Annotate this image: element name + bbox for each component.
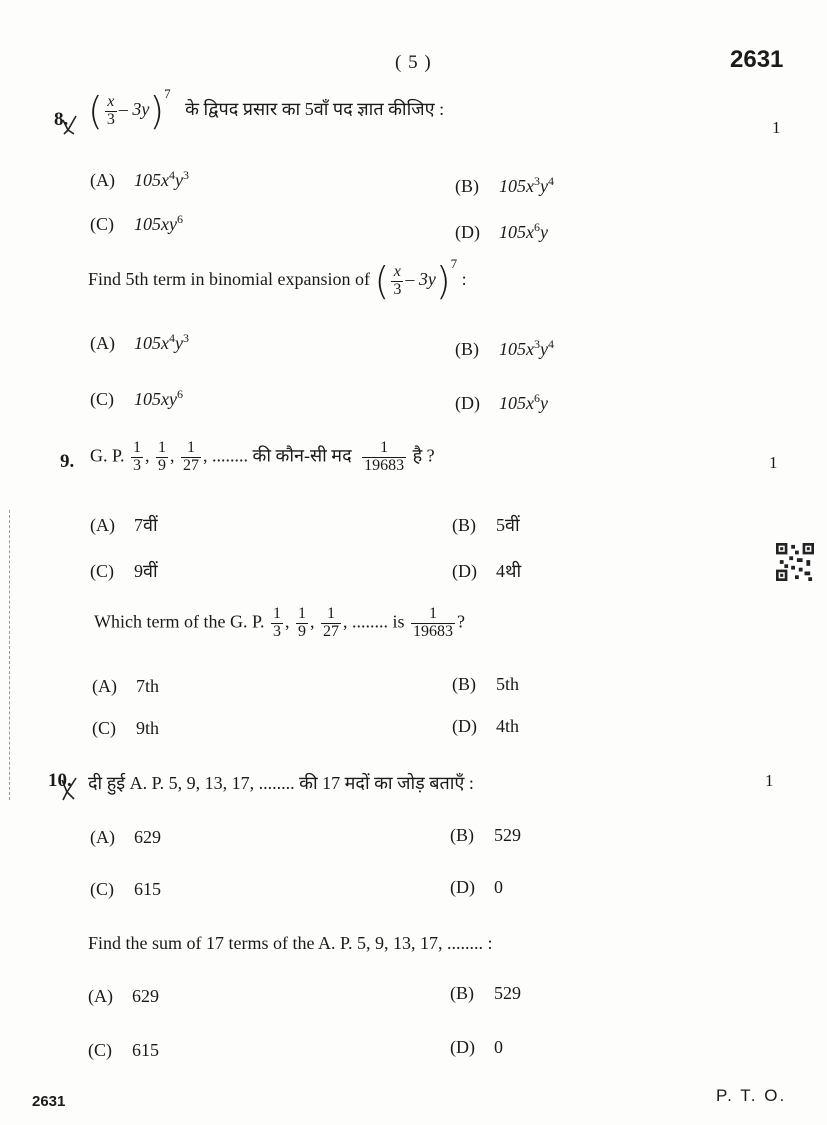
q8-option-b-en[interactable]: (B) $105x^3y^4$ <box>455 337 554 359</box>
question-9-marks: 1 <box>769 453 778 472</box>
qr-code-icon <box>776 543 814 581</box>
question-number: 10. <box>48 770 72 791</box>
q8-option-c[interactable]: (C) $105xy^6$ <box>90 212 183 234</box>
question-8-english: Find 5th term in binomial expansion of ( $\frac{x}{3}$ – 3y)$^7$ : <box>88 256 467 303</box>
question-10-english: Find the sum of 17 terms of the A. P. 5, 9, 13, 17, ........ : <box>88 933 493 953</box>
q10-option-c-en[interactable]: (C) 615 <box>88 1040 159 1060</box>
q9-option-a[interactable]: (A) 7वीं <box>90 515 158 535</box>
pen-tick-mark-icon <box>60 114 80 136</box>
q10-option-d[interactable]: (D) 0 <box>450 877 503 897</box>
q10-option-c[interactable]: (C) 615 <box>90 879 161 899</box>
footer-pto: P. T. O. <box>716 1086 787 1105</box>
q9-option-a-en[interactable]: (A) 7th <box>92 676 160 696</box>
question-number: 8. <box>54 109 69 130</box>
q10-option-a[interactable]: (A) 629 <box>90 827 161 847</box>
q9-option-d-en[interactable]: (D) 4th <box>452 716 520 736</box>
question-9-hindi: G. P. $\frac{1}{3}$ , $\frac{1}{9}$ , $\frac{1}{27}$ , ........ की कौन-सी मद $\frac{1}{19683}$ है ? <box>90 439 435 474</box>
q10-option-d-en[interactable]: (D) 0 <box>450 1037 503 1057</box>
question-8-marks: 1 <box>772 118 781 137</box>
margin-divider <box>9 510 10 800</box>
q10-option-a-en[interactable]: (A) 629 <box>88 986 159 1006</box>
q9-option-d[interactable]: (D) 4थी <box>452 561 522 581</box>
paper-code: 2631 <box>730 46 784 73</box>
q8-option-d-en[interactable]: (D) $105x^6y$ <box>455 391 548 413</box>
question-8-hindi: ( $\frac{x}{3}$ – 3y)$^7$ के द्विपद प्रसार का 5वाँ पद ज्ञात कीजिए : <box>88 86 445 133</box>
q8-option-c-en[interactable]: (C) $105xy^6$ <box>90 387 183 409</box>
q10-option-b[interactable]: (B) 529 <box>450 825 521 845</box>
question-10-marks: 1 <box>765 771 774 790</box>
q8-option-d[interactable]: (D) $105x^6y$ <box>455 220 548 242</box>
q9-option-c-en[interactable]: (C) 9th <box>92 718 160 738</box>
pen-tick-mark-icon <box>58 776 80 802</box>
question-number: 9. <box>60 451 75 472</box>
q9-option-b-en[interactable]: (B) 5th <box>452 674 520 694</box>
footer-paper-code: 2631 <box>32 1093 66 1110</box>
q10-option-b-en[interactable]: (B) 529 <box>450 983 521 1003</box>
q8-option-b[interactable]: (B) $105x^3y^4$ <box>455 174 554 196</box>
q8-option-a[interactable]: (A) $105x^4y^3$ <box>90 168 189 190</box>
page-number: ( 5 ) <box>395 52 432 73</box>
question-9-english: Which term of the G. P. $\frac{1}{3}$ , $\frac{1}{9}$ , $\frac{1}{27}$ , ........ is $\frac{1}{19683}$ ? <box>94 605 465 640</box>
q9-option-c[interactable]: (C) 9वीं <box>90 561 158 581</box>
question-10-hindi: दी हुई A. P. 5, 9, 13, 17, ........ की 17 मदों का जोड़ बताएँ : <box>88 773 474 793</box>
q8-option-a-en[interactable]: (A) $105x^4y^3$ <box>90 331 189 353</box>
q9-option-b[interactable]: (B) 5वीं <box>452 515 520 535</box>
